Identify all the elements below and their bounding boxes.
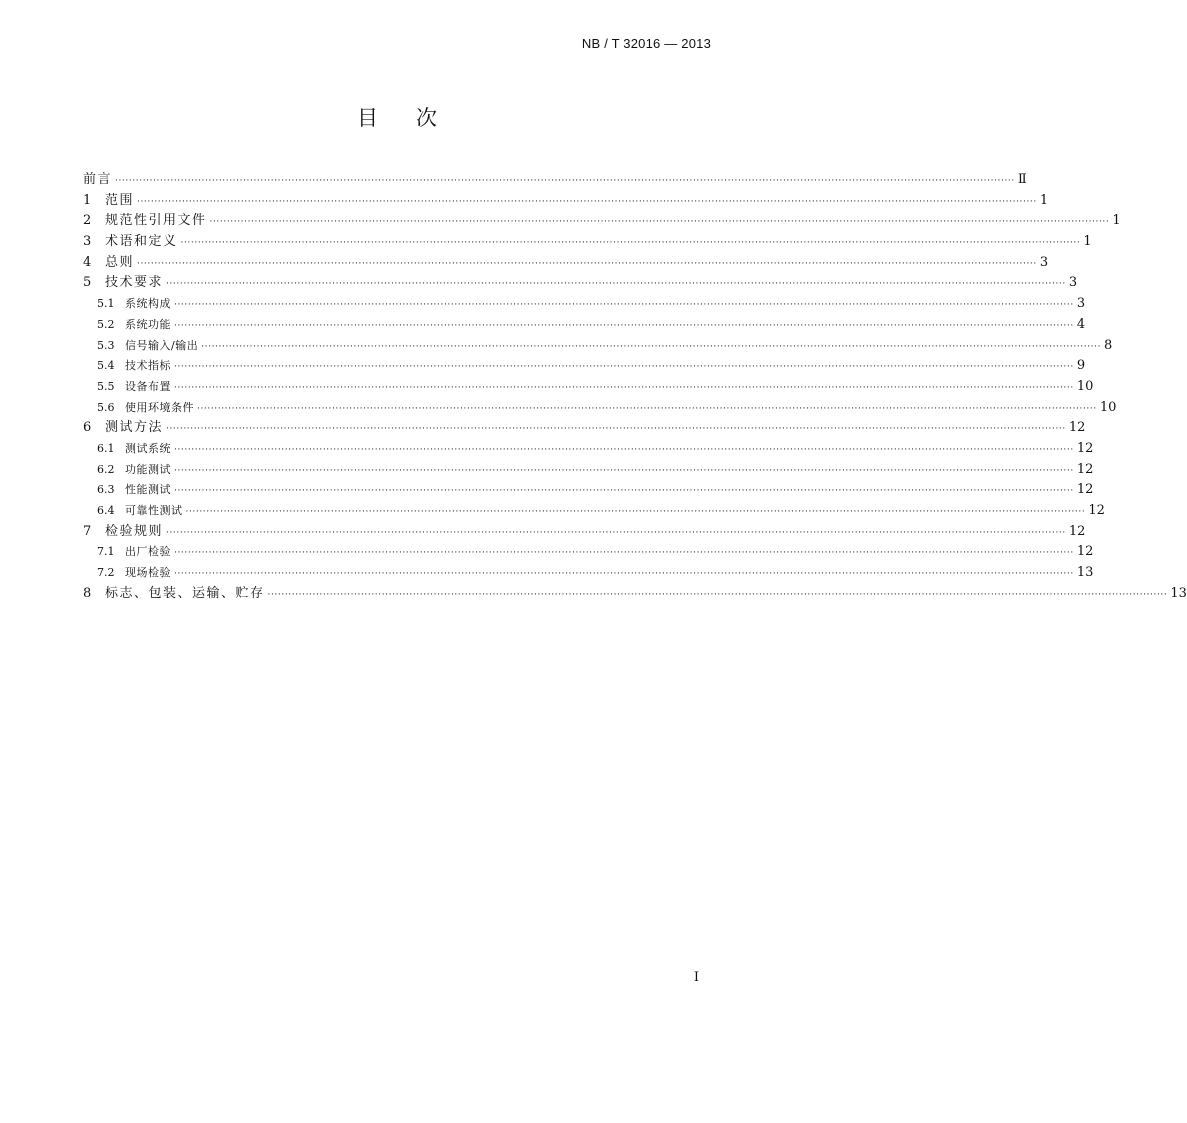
dot-leader: ···································································································································································································································································· (174, 486, 1074, 497)
toc-entry-page: 12 (1068, 420, 1086, 436)
toc-entry-number: 8 (83, 585, 92, 601)
dot-leader: ···································································································································································································································································· (197, 403, 1097, 414)
dot-leader: ···································································································································································································································································· (166, 424, 1066, 435)
dot-leader: ···································································································································································································································································· (174, 444, 1074, 455)
toc-entry-title: 系统构成 (125, 297, 171, 311)
dot-leader: ···································································································································································································································································· (185, 507, 1086, 517)
toc-entry-page: 1 (1039, 192, 1049, 208)
toc-entry[interactable] (83, 336, 1113, 357)
toc-entry-number: 6.2 (97, 462, 115, 476)
toc-entry-title: 检验规则 (105, 523, 164, 539)
toc-entry-number: 5.6 (97, 400, 115, 414)
dot-leader: ···································································································································································································································································· (174, 320, 1074, 331)
toc-entry-title: 信号输入/输出 (125, 338, 199, 352)
toc-entry-number: 6 (83, 420, 92, 436)
toc-entry[interactable] (83, 294, 1086, 315)
toc-entry[interactable] (83, 563, 1094, 584)
dot-leader: ···································································································································································································································································· (174, 465, 1074, 476)
toc-entry-title: 出厂检验 (125, 545, 171, 559)
toc-entry[interactable] (83, 439, 1094, 460)
dot-leader: ···································································································································································································································································· (174, 300, 1074, 311)
toc-entry[interactable] (83, 253, 1049, 274)
toc-entry[interactable] (83, 398, 1117, 419)
toc-entry[interactable] (83, 377, 1094, 398)
toc-entry[interactable] (83, 191, 1049, 212)
toc-entry-page: 12 (1076, 544, 1094, 560)
dot-leader: ···································································································································································································································································· (174, 548, 1074, 559)
toc-entry[interactable] (83, 460, 1094, 481)
toc-entry-title: 术语和定义 (105, 234, 178, 250)
dot-leader: ···································································································································································································································································· (115, 176, 1015, 186)
toc-entry-page: 4 (1076, 316, 1086, 332)
toc-entry[interactable] (83, 501, 1105, 522)
toc-entry-title: 总则 (105, 254, 135, 270)
toc-entry-page: 10 (1099, 399, 1117, 415)
dot-leader: ···································································································································································································································································· (166, 527, 1066, 538)
toc-entry-page: 13 (1170, 585, 1187, 601)
dot-leader: ···································································································································································································································································· (180, 238, 1081, 249)
toc-entry[interactable] (83, 542, 1094, 563)
toc-entry-title: 测试系统 (125, 441, 171, 455)
standard-number: NB / T 32016 — 2013 (581, 36, 711, 51)
toc-entry-number: 6.3 (97, 483, 115, 497)
toc-entry-title: 技术指标 (125, 359, 171, 373)
toc-entry-number: 7.1 (97, 545, 115, 559)
toc-entry[interactable] (83, 418, 1086, 439)
toc-entry-number: 5.4 (97, 359, 115, 373)
toc-entry-page: 13 (1076, 565, 1094, 581)
dot-leader: ···································································································································································································································································· (174, 362, 1074, 373)
toc-entry-title: 设备布置 (125, 379, 171, 393)
toc-entry-title: 现场检验 (125, 566, 171, 580)
toc-entry-page: 12 (1076, 440, 1094, 456)
toc-entry-title: 测试方法 (105, 420, 164, 436)
toc-entry[interactable] (83, 170, 1027, 191)
toc-entry-page: 12 (1076, 461, 1094, 477)
toc-entry-page: 3 (1068, 275, 1078, 291)
toc-entry-page: 12 (1068, 523, 1086, 539)
dot-leader: ···································································································································································································································································· (174, 569, 1074, 580)
toc-entry[interactable] (83, 211, 1121, 232)
toc-entry-page: 12 (1076, 482, 1094, 498)
toc-entry-number: 7.2 (97, 566, 115, 580)
toc-entry-title: 标志、包装、运输、贮存 (105, 585, 265, 601)
toc-entry-number: 6.4 (97, 504, 115, 517)
toc-entry-number: 5.2 (97, 317, 115, 331)
toc-entry-page: 8 (1104, 337, 1113, 353)
toc-entry[interactable] (83, 480, 1094, 501)
toc-entry-page: 9 (1076, 358, 1086, 374)
toc-entry-number: 7 (83, 523, 92, 539)
toc-entry[interactable] (83, 232, 1092, 253)
toc-entry-number: 6.1 (97, 441, 115, 455)
toc-entry-page: 3 (1039, 254, 1049, 270)
toc-entry-title: 系统功能 (125, 317, 171, 331)
toc-entry-title: 性能测试 (125, 483, 171, 497)
dot-leader: ···································································································································································································································································· (166, 279, 1066, 290)
toc-entry-number: 1 (83, 192, 92, 208)
toc-entry[interactable] (83, 522, 1086, 543)
dot-leader: ···································································································································································································································································· (267, 589, 1168, 600)
toc-entry-page: 1 (1112, 213, 1121, 229)
toc-entry-title: 功能测试 (125, 462, 171, 476)
toc-entry-title: 可靠性测试 (125, 504, 183, 517)
toc-entry-number: 2 (83, 213, 92, 229)
toc-entry[interactable] (83, 273, 1078, 294)
toc-entry[interactable] (83, 356, 1086, 377)
toc-entry-number: 4 (83, 254, 92, 270)
toc-entry-title: 规范性引用文件 (105, 213, 207, 229)
toc-entry-title: 范围 (105, 192, 135, 208)
toc-entry-number: 5 (83, 275, 92, 291)
toc-entry-page: 1 (1083, 234, 1092, 250)
toc-entry-page: 12 (1088, 503, 1105, 518)
toc-entry-page: 10 (1076, 378, 1094, 394)
toc-entry-title: 使用环境条件 (125, 400, 194, 414)
toc-entry[interactable] (83, 315, 1086, 336)
toc-entry-page: 3 (1076, 296, 1086, 312)
toc-entry-number: 5.1 (97, 297, 115, 311)
dot-leader: ···································································································································································································································································· (137, 258, 1037, 269)
toc-entry[interactable] (83, 584, 1187, 605)
table-of-contents (83, 170, 1187, 604)
footer-page-number: I (693, 970, 699, 985)
toc-entry-number: 5.3 (97, 338, 115, 352)
toc-entry-number: 3 (83, 234, 92, 250)
dot-leader: ···································································································································································································································································· (174, 382, 1074, 393)
toc-entry-title: 技术要求 (105, 275, 164, 291)
dot-leader: ···································································································································································································································································· (201, 341, 1102, 352)
toc-entry-title: 前言 (83, 172, 113, 187)
toc-entry-number: 5.5 (97, 379, 115, 393)
dot-leader: ···································································································································································································································································· (209, 217, 1110, 228)
toc-entry-page: Ⅱ (1017, 172, 1027, 187)
page-title: 目次 (357, 106, 475, 130)
dot-leader: ···································································································································································································································································· (137, 196, 1037, 207)
